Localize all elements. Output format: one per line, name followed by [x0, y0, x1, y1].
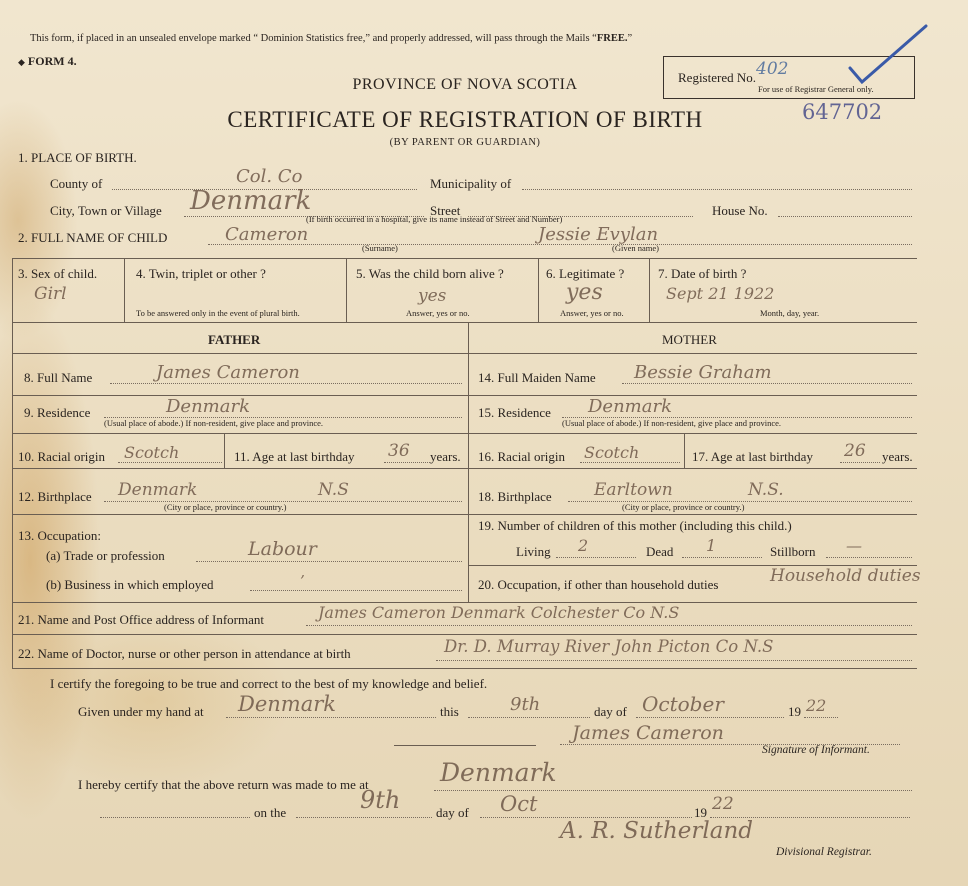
mother-residence-label: 15. Residence	[478, 405, 551, 420]
row-rule	[12, 514, 917, 515]
father-age-label: 11. Age at last birthday	[234, 449, 355, 464]
children-label: 19. Number of children of this mother (including this child.)	[478, 518, 792, 533]
col-rule	[124, 258, 125, 322]
surname-caption: (Surname)	[362, 243, 398, 253]
mother-residence-value: Denmark	[588, 396, 672, 417]
dead-line	[682, 557, 762, 558]
mother-heading: MOTHER	[662, 332, 717, 347]
business-line	[250, 590, 462, 591]
informant-signature: James Cameron	[572, 722, 724, 744]
postal-notice-end: ”	[627, 33, 633, 44]
street-note: (If birth occurred in a hospital, give its name instead of Street and Number)	[306, 214, 563, 224]
place-of-birth-heading: 1. PLACE OF BIRTH.	[18, 150, 137, 165]
doctor-label: 22. Name of Doctor, nurse or other person in attendance at birth	[18, 646, 351, 661]
father-residence-note-b: If non-resident, give place and province.	[185, 418, 324, 428]
given-label: Given under my hand at	[78, 704, 204, 719]
living-line	[556, 557, 636, 558]
house-line	[778, 216, 912, 217]
section-divider	[468, 322, 469, 602]
postal-notice-free: FREE.	[596, 33, 628, 44]
row-rule	[12, 353, 468, 354]
registrar-day-value: 9th	[360, 786, 401, 814]
mother-racial-value: Scotch	[584, 443, 640, 462]
mother-occupation-value: Household duties	[770, 566, 921, 586]
mother-maiden-label: 14. Full Maiden Name	[478, 370, 596, 385]
trade-label: (a) Trade or profession	[46, 548, 165, 563]
business-value: ’	[300, 572, 305, 590]
row-rule	[12, 258, 917, 259]
given-day-of-label: day of	[594, 704, 627, 719]
given-month-line	[636, 717, 784, 718]
twin-note: To be answered only in the event of plural birth.	[136, 308, 300, 318]
city-value: Denmark	[190, 186, 312, 216]
mother-racial-line	[580, 462, 680, 463]
city-label: City, Town or Village	[50, 203, 162, 218]
father-racial-line	[118, 462, 222, 463]
row-rule	[12, 395, 917, 396]
business-label: (b) Business in which employed	[46, 577, 214, 592]
registrar-day-line	[296, 817, 432, 818]
registrar-year-value: 22	[712, 794, 734, 814]
father-residence-label: 9. Residence	[24, 405, 91, 420]
mother-birthplace-note: (City or place, province or country.)	[622, 502, 745, 512]
row-rule	[12, 668, 917, 669]
legit-value: yes	[566, 280, 603, 305]
col-rule	[346, 258, 347, 322]
mother-birthplace-value: Earltown	[594, 480, 673, 500]
house-label: House No.	[712, 203, 768, 218]
stillborn-value: —	[846, 536, 862, 555]
father-racial-label: 10. Racial origin	[18, 449, 106, 464]
county-value: Col. Co	[236, 166, 303, 187]
informant-line	[306, 625, 912, 626]
sex-value: Girl	[34, 284, 67, 304]
father-residence-note	[104, 418, 323, 428]
dob-value: Sept 21 1922	[666, 284, 775, 303]
certify-statement: I certify the foregoing to be true and correct to the best of my knowledge and belief.	[50, 676, 488, 691]
registrar-statement: I hereby certify that the above return was made to me at	[78, 777, 369, 792]
this-label: this	[440, 704, 459, 719]
mother-residence-note-a: (Usual place of abode.)	[562, 418, 642, 428]
mother-age-line	[840, 462, 880, 463]
registered-label: Registered No.	[678, 70, 756, 85]
on-the-label: on the	[254, 805, 287, 820]
dead-label: Dead	[646, 544, 674, 559]
father-name-value: James Cameron	[156, 362, 300, 383]
mother-residence-note-b: If non-resident, give place and province.	[643, 418, 782, 428]
row-rule	[12, 468, 917, 469]
short-rule	[394, 745, 536, 746]
mother-age-label: 17. Age at last birthday	[692, 449, 813, 464]
col-rule	[649, 258, 650, 322]
certificate-subtitle: (BY PARENT OR GUARDIAN)	[389, 137, 541, 148]
registered-number-hand: 402	[756, 59, 789, 79]
row-rule	[12, 634, 917, 635]
postal-notice	[30, 33, 632, 44]
father-age-line	[384, 462, 430, 463]
father-age-value: 36	[388, 441, 410, 461]
dob-note: Month, day, year.	[760, 308, 820, 318]
living-label: Living	[516, 544, 551, 559]
trade-value: Labour	[248, 538, 317, 560]
col-rule	[538, 258, 539, 322]
mother-age-value: 26	[844, 441, 866, 461]
county-label: County of	[50, 176, 103, 191]
alive-label: 5. Was the child born alive ?	[356, 266, 504, 281]
province-heading: PROVINCE OF NOVA SCOTIA	[352, 76, 578, 93]
father-residence-note-a: (Usual place of abode.)	[104, 418, 184, 428]
row-rule	[468, 353, 917, 354]
legit-note: Answer, yes or no.	[560, 308, 624, 318]
mother-age-unit: years.	[882, 449, 913, 464]
col-rule	[684, 433, 685, 468]
registrar-lead-line	[100, 817, 250, 818]
registrar-signature: A. R. Sutherland	[560, 818, 754, 844]
checkmark-icon	[842, 20, 932, 90]
sex-label: 3. Sex of child.	[18, 266, 98, 281]
twin-label: 4. Twin, triplet or other ?	[136, 266, 266, 281]
mother-maiden-line	[622, 383, 912, 384]
father-name-label: 8. Full Name	[24, 370, 93, 385]
child-given-value: Jessie Evylan	[538, 224, 659, 245]
mother-birthplace-label: 18. Birthplace	[478, 489, 552, 504]
form-number-text: FORM 4.	[27, 54, 77, 68]
informant-value: James Cameron Denmark Colchester Co N.S	[318, 603, 680, 622]
registrar-month-value: Oct	[500, 792, 538, 816]
child-name-label: 2. FULL NAME OF CHILD	[18, 230, 168, 245]
stillborn-line	[826, 557, 912, 558]
street-label: Street	[430, 203, 461, 218]
mother-maiden-value: Bessie Graham	[634, 362, 772, 383]
mother-racial-label: 16. Racial origin	[478, 449, 566, 464]
father-heading: FATHER	[208, 332, 261, 347]
given-year-line	[804, 717, 838, 718]
informant-signature-label: Signature of Informant.	[762, 744, 870, 756]
occupation-label: 13. Occupation:	[18, 528, 102, 543]
municipality-line	[522, 189, 912, 190]
dob-label: 7. Date of birth ?	[658, 266, 747, 281]
mother-birthplace-prov: N.S.	[748, 480, 784, 500]
child-surname-value: Cameron	[225, 224, 309, 245]
row-rule	[12, 433, 917, 434]
mother-residence-note	[562, 418, 781, 428]
father-birthplace-note: (City or place, province or country.)	[164, 502, 287, 512]
row-rule	[12, 322, 917, 323]
registrar-label: Divisional Registrar.	[776, 846, 872, 858]
doctor-line	[436, 660, 912, 661]
given-place-value: Denmark	[238, 692, 336, 716]
given-day-value: 9th	[510, 694, 541, 715]
registrar-day-of-label: day of	[436, 805, 469, 820]
living-value: 2	[578, 536, 589, 555]
given-caption: (Given name)	[612, 243, 659, 253]
registrar-place-line	[434, 790, 912, 791]
trade-line	[196, 561, 462, 562]
stillborn-label: Stillborn	[770, 544, 816, 559]
form-number: ◆ FORM 4.	[18, 54, 77, 68]
father-birthplace-value: Denmark	[118, 480, 198, 500]
informant-label: 21. Name and Post Office address of Informant	[18, 612, 264, 627]
given-year-prefix: 19	[788, 704, 801, 719]
mother-occupation-label: 20. Occupation, if other than household duties	[478, 577, 719, 592]
stamp-number: 647702	[802, 100, 883, 124]
doctor-value: Dr. D. Murray River John Picton Co N.S	[444, 637, 774, 656]
legit-label: 6. Legitimate ?	[546, 266, 625, 281]
registrar-year-prefix: 19	[694, 805, 707, 820]
father-residence-value: Denmark	[166, 396, 250, 417]
registered-note: For use of Registrar General only.	[758, 84, 874, 94]
given-year-value: 22	[806, 696, 827, 715]
given-place-line	[226, 717, 436, 718]
father-birthplace-label: 12. Birthplace	[18, 489, 92, 504]
given-day-line	[468, 717, 590, 718]
alive-note: Answer, yes or no.	[406, 308, 470, 318]
col-rule	[224, 433, 225, 468]
certificate-title: CERTIFICATE OF REGISTRATION OF BIRTH	[227, 107, 703, 132]
municipality-label: Municipality of	[430, 176, 512, 191]
father-age-unit: years.	[430, 449, 461, 464]
given-month-value: October	[642, 692, 724, 716]
father-name-line	[110, 383, 462, 384]
alive-value: yes	[418, 286, 447, 306]
father-birthplace-prov: N.S	[318, 480, 349, 500]
dead-value: 1	[706, 536, 717, 555]
postal-notice-text: This form, if placed in an unsealed envelope marked “ Dominion Statistics free,” and properly addressed, will pass through the Mails “	[30, 33, 597, 44]
registrar-place-value: Denmark	[440, 758, 557, 787]
left-border-rule	[12, 258, 13, 668]
father-racial-value: Scotch	[124, 443, 180, 462]
